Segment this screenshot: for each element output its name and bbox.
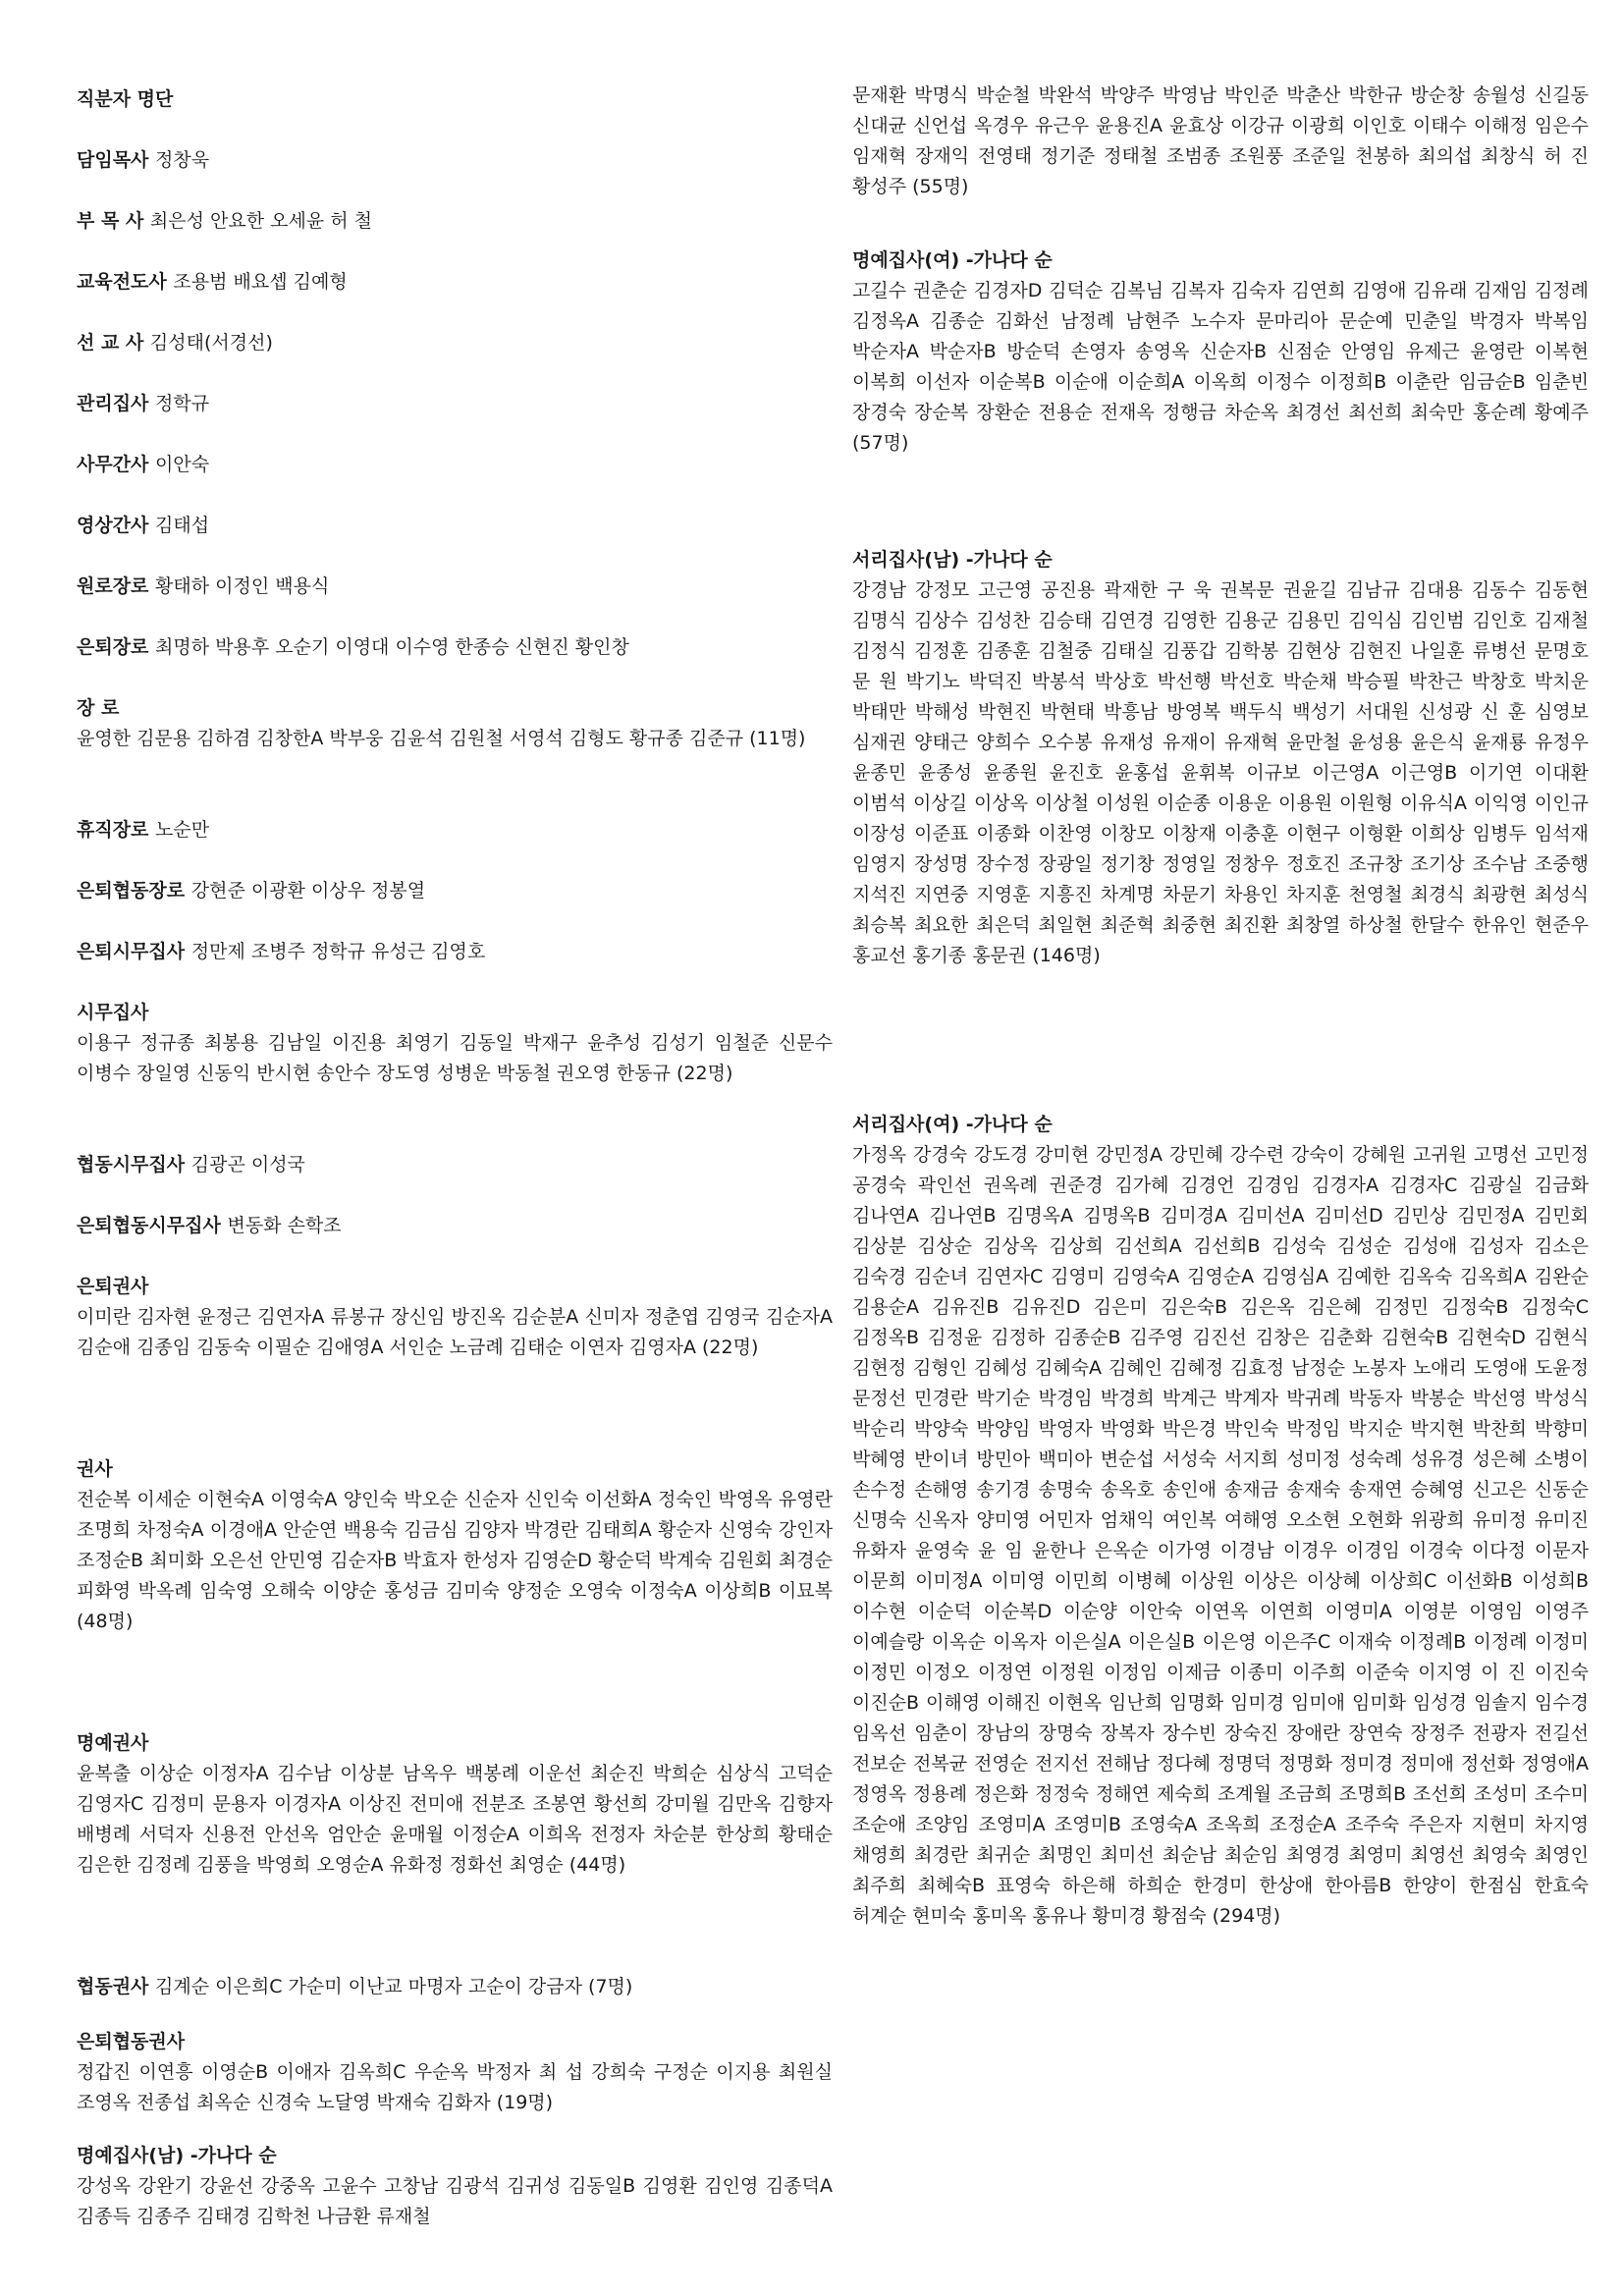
section-names: 황태하 이정인 백용식 (155, 575, 330, 597)
section-names: 조용범 배요셉 김예형 (173, 271, 348, 293)
section-retired-elders (77, 632, 629, 663)
section-heading (77, 1211, 342, 1241)
section-title: 선 교 사 (77, 332, 144, 354)
section-title: 영상간사 (77, 515, 149, 536)
section-list-title (77, 84, 173, 115)
section-heading (77, 876, 425, 906)
section-title: 담임목사 (77, 149, 149, 171)
section-title: 서리집사(남) -가나다 순 (852, 549, 1053, 571)
section-names: 강경남 강정모 고근영 공진용 곽재한 구 욱 권복문 권윤길 김남규 김대용 김동수 김동현 김명식 김상수 김성찬 김승태 김연경 김영한 김용군 김용민 김익심 김인범 김인호 김재철 김정식 김정훈 김종훈 김철중 김태실 김풍갑 김학봉 김현상 김현진 나일훈 류병선 문명호 문 원 박기노 박덕진 박봉석 박상호 박선행 박선호 박순채 박승필 박찬근 박창호 박치운 박태만 박해성 박현진 박현태 박흥남 방영복 백두식 백성기 서대원 신성광 신 훈 심영보 심재권 양태근 양희수 오수봉 유재성 유재이 유재혁 윤만철 윤성용 윤은식 윤재룡 유정우 윤종민 윤종성 윤종원 윤진호 윤홍섭 윤휘복 이규보 이근영A 이근영B 이기연 이대환 이범석 이상길 이상옥 이상철 이성원 이순종 이용운 이용원 이원형 이유식A 이익영 이인규 이장성 이준표 이종화 이찬영 이창모 이창재 이충훈 이현구 이형환 이희상 임병두 임석재 임영지 장성명 장수정 장광일 정기창 정영일 정창우 정호진 조규창 조기상 조수남 조중행 지석진 지연중 지영훈 지흥진 차계명 차문기 차용인 차지훈 천영철 최경식 최광현 최성식 최승복 최요한 최은덕 최일현 최준혁 최중현 최진환 최창열 하상철 한달수 한유인 현준우 홍교선 홍기종 홍문권 (146명) (852, 579, 1589, 966)
section-names: 가정옥 강경숙 강도경 강미현 강민정A 강민혜 강수련 강숙이 강혜원 고귀원 고명선 고민정 공경숙 곽인선 권옥례 권준경 김가혜 김경언 김경임 김경자A 김경자C 김광실 김금화 김나연A 김나연B 김명옥A 김명옥B 김미경A 김미선A 김미선D 김민상 김민정A 김민회 김상분 김상순 김상옥 김상희 김선희A 김선희B 김성숙 김성순 김성애 김성자 김소은 김숙경 김순녀 김연자C 김영미 김영숙A 김영순A 김영심A 김예한 김옥숙 김옥희A 김완순 김용순A 김유진B 김유진D 김은미 김은숙B 김은옥 김은혜 김정민 김정숙B 김정숙C 김정옥B 김정윤 김정하 김종순B 김주영 김진선 김창은 김춘화 김현숙B 김현숙D 김현식 김현정 김형인 김혜성 김혜숙A 김혜인 김혜정 김효정 남정순 노봉자 노애리 도영애 도윤정 문정선 민경란 박기순 박경임 박경희 박계근 박계자 박귀례 박동자 박봉순 박선영 박성식 박순리 박양숙 박양임 박영자 박영화 박은경 박인숙 박정임 박지순 박지현 박찬희 박향미 박혜영 반이녀 방민아 백미아 변순섭 서성숙 서지희 성미정 성숙례 성유경 성은혜 소병이 손수정 손해영 송기경 송명숙 송옥호 송인애 송재금 송재숙 송재연 승혜영 신고은 신동순 신명숙 신옥자 양미영 어민자 엄채익 여인복 여해영 오소현 오현화 위광희 유미정 유미진 유화자 윤영숙 윤 임 윤한나 은옥순 이가영 이경남 이경우 이경임 이경숙 이다정 이문자 이문희 이미정A 이미영 이민희 이병혜 이상원 이상은 이상혜 이상희C 이선화B 이성희B 이수현 이순덕 이순복D 이순양 이안숙 이연옥 이연희 이영미A 이영분 이영임 이영주 이예슬랑 이옥순 이옥자 이은실A 이은실B 이은영 이은주C 이재숙 이정례B 이정례 이정미 이정민 이정오 이정연 이정원 이정임 이제금 이종미 이주희 이준숙 이지영 이 진 이진숙 이진순B 이해영 이해진 이현옥 임난희 임명화 임미경 임미애 임미화 임성경 임솔지 임수경 임옥선 임춘이 장남의 장명숙 장복자 장수빈 장숙진 장애란 장연숙 장정주 전광자 전길선 전보순 전복균 전영순 전지선 전해남 정다혜 정명덕 정명화 정미경 정미애 정선화 정영애A 정영옥 정용례 정은화 정정숙 정해연 제숙희 조계월 조금희 조명희B 조선희 조성미 조수미 조순애 조양임 조영미A 조영미B 조영숙A 조옥희 조정순A 조주숙 주은자 지현미 차지영 채영희 최경란 최귀순 최명인 최미선 최순남 최순임 최영경 최영미 최영선 최영숙 최영인 최주희 최혜숙B 표영숙 하은해 하희순 한경미 한상애 한아름B 한양이 한점심 한효숙 허계순 현미숙 홍미옥 홍유나 황미경 황점숙 (294명) (852, 1144, 1589, 1927)
section-title: 직분자 명단 (77, 88, 174, 110)
section-names: 문재환 박명식 박순철 박완석 박양주 박영남 박인준 박춘산 박한규 방순창 송월성 신길동 신대균 신언섭 옥경우 유근우 윤용진A 윤효상 이강규 이광희 이인호 이태수 이해정 임은수 임재혁 장재익 전영태 정기준 정태철 조범종 조원풍 조준일 천봉하 최의섭 최창식 허 진 황성주 (55명) (852, 84, 1589, 197)
section-title: 장 로 (77, 697, 120, 719)
section-names: 최명하 박용후 오순기 이영대 이수영 한종승 신현진 황인창 (155, 636, 629, 658)
section-heading (77, 145, 209, 176)
section-managing-deacon (77, 389, 209, 419)
section-names: 최은성 안요한 오세윤 허 철 (149, 210, 372, 232)
section-elders (77, 693, 833, 754)
section-title: 휴직장로 (77, 819, 149, 841)
section-names: 강성옥 강완기 강윤선 강중옥 고윤수 고창남 김광석 김귀성 김동일B 김영환 김인영 김종덕A 김종득 김종주 김태경 김학천 나금환 류재철 (77, 2175, 833, 2227)
section-names: 노순만 (155, 819, 210, 841)
section-retired-associate-elders (77, 876, 425, 906)
section-senior-pastor (77, 145, 209, 176)
section-heading (77, 206, 372, 237)
section-emeritus-elders (77, 572, 329, 602)
section-heading (77, 1150, 305, 1180)
section-title: 권사 (77, 1458, 113, 1480)
section-honorary-deacons-female (852, 246, 1589, 459)
section-retired-ordained-deacons (77, 937, 485, 967)
section-title: 서리집사(여) -가나다 순 (852, 1114, 1053, 1135)
section-title: 은퇴장로 (77, 636, 149, 658)
section-title: 명예권사 (77, 1732, 149, 1754)
section-acting-deacons-female (852, 1110, 1589, 1932)
section-names: 윤복출 이상순 이정자A 김수남 이상분 남옥우 백봉례 이운선 최순진 박희순 심상식 고덕순 김영자C 김정미 문용자 이경자A 이상진 전미애 전분조 조봉연 황선희 강미월 김만옥 김향자 배병례 서덕자 신용전 안선옥 엄안순 윤매월 이정순A 이희옥 전정자 차순분 한상희 황태순 김은한 김정례 김풍을 박영희 오영순A 유화정 정화선 최영순 (44명) (77, 1763, 833, 1876)
section-title: 협동권사 (77, 1976, 149, 1997)
section-title: 명예집사(여) -가나다 순 (852, 249, 1053, 271)
section-education-evangelists (77, 267, 348, 298)
section-associate-kwonsa (77, 1972, 632, 2002)
section-title: 교육전도사 (77, 271, 167, 293)
section-retired-kwonsa (77, 1272, 833, 1363)
section-heading (77, 1972, 632, 2002)
section-names: 변동화 손학조 (227, 1215, 342, 1236)
section-heading (77, 389, 209, 419)
section-honorary-deacons-male (77, 2141, 833, 2232)
section-heading (77, 267, 348, 298)
section-names: 이미란 김자현 윤정근 김연자A 류봉규 장신임 방진옥 김순분A 신미자 정춘엽 김영국 김순자A 김순애 김종임 김동숙 이필순 김애영A 서인순 노금례 김태순 이연자 김영자A (22명) (77, 1306, 833, 1358)
section-title: 부 목 사 (77, 210, 144, 232)
section-names: 윤영한 김문용 김하겸 김창한A 박부웅 김윤석 김원철 서영석 김형도 황규종 김준규 (11명) (77, 728, 806, 749)
section-names: 김태섭 (155, 515, 210, 536)
section-names: 정갑진 이연흥 이영순B 이애자 김옥희C 우순옥 박정자 최 섭 강희숙 구정순 이지용 최원실 조영옥 전종섭 최옥순 신경숙 노달영 박재숙 김화자 (19명) (77, 2061, 833, 2113)
section-heading (77, 511, 209, 541)
section-retired-associate-kwonsa (77, 2027, 833, 2118)
section-names: 정만제 조병주 정학규 유성근 김영호 (190, 941, 486, 962)
section-associate-ordained-deacons (77, 1150, 305, 1180)
section-office-staff (77, 450, 209, 480)
section-title: 관리집사 (77, 393, 149, 414)
section-names: 정창욱 (155, 149, 210, 171)
section-honorary-kwonsa (77, 1728, 833, 1881)
section-title: 은퇴협동장로 (77, 880, 186, 902)
section-title: 협동시무집사 (77, 1154, 186, 1175)
section-title: 은퇴협동시무집사 (77, 1215, 221, 1236)
section-names: 김광곤 이성국 (190, 1154, 305, 1175)
section-kwonsa (77, 1454, 833, 1637)
section-associate-pastors (77, 206, 372, 237)
section-names: 김성태(서경선) (149, 332, 273, 354)
section-heading (77, 815, 209, 846)
section-heading (77, 937, 485, 967)
section-acting-deacons-male (852, 545, 1589, 971)
section-title: 사무간사 (77, 454, 149, 475)
section-elder-on-leave (77, 815, 209, 846)
section-names: 전순복 이세순 이현숙A 이영숙A 양인숙 박오순 신순자 신인숙 이선화A 정숙인 박영옥 유영란 조명희 차정숙A 이경애A 안순연 백용숙 김금심 김양자 박경란 김태희A 황순자 신영숙 강인자 조정순B 최미화 오은선 안민영 김순자B 박효자 한성자 김영순D 황순덕 박계숙 김원회 최경순 피화영 박옥례 임숙영 오해숙 이양순 홍성금 김미숙 양정순 오영숙 이정숙A 이상희B 이묘복 (48명) (77, 1489, 833, 1632)
section-names: 이안숙 (155, 454, 210, 475)
section-names: 고길수 권춘순 김경자D 김덕순 김복님 김복자 김숙자 김연희 김영애 김유래 김재임 김정례 김정옥A 김종순 김화선 남정례 남현주 노수자 문마리아 문순예 민춘일 박경자 박복임 박순자A 박순자B 방순덕 손영자 송영옥 신순자B 신점순 안영임 유제근 윤영란 이복현 이복희 이선자 이순복B 이순애 이순희A 이옥희 이정수 이정희B 이춘란 임금순B 임춘빈 장경숙 장순복 장환순 전용순 전재옥 정행금 차순옥 최경선 최선희 최숙만 홍순례 황예주 (57명) (852, 280, 1589, 454)
section-title: 은퇴권사 (77, 1276, 149, 1297)
section-heading (77, 328, 273, 358)
section-heading (77, 572, 329, 602)
section-honorary-deacons-male-continued (852, 81, 1589, 202)
section-title: 시무집사 (77, 1002, 149, 1023)
section-title: 명예집사(남) -가나다 순 (77, 2145, 277, 2166)
section-retired-associate-ordained-deacons (77, 1211, 342, 1241)
section-ordained-deacons (77, 998, 833, 1089)
section-title: 원로장로 (77, 575, 149, 597)
section-title: 은퇴시무집사 (77, 941, 186, 962)
section-names: 정학규 (155, 393, 210, 414)
section-names: 김계순 이은희C 가순미 이난교 마명자 고순이 강금자 (7명) (155, 1976, 633, 1997)
section-names: 이용구 정규종 최봉용 김남일 이진용 최영기 김동일 박재구 윤추성 김성기 임철준 신문수 이병수 장일영 신동익 반시현 송안수 장도영 성병운 박동철 권오영 한동규 (22명) (77, 1032, 833, 1084)
section-missionary (77, 328, 273, 358)
section-names: 강현준 이광환 이상우 정봉열 (190, 880, 426, 902)
section-title: 은퇴협동권사 (77, 2031, 186, 2052)
section-heading (77, 632, 629, 663)
section-media-staff (77, 511, 209, 541)
section-heading (77, 450, 209, 480)
